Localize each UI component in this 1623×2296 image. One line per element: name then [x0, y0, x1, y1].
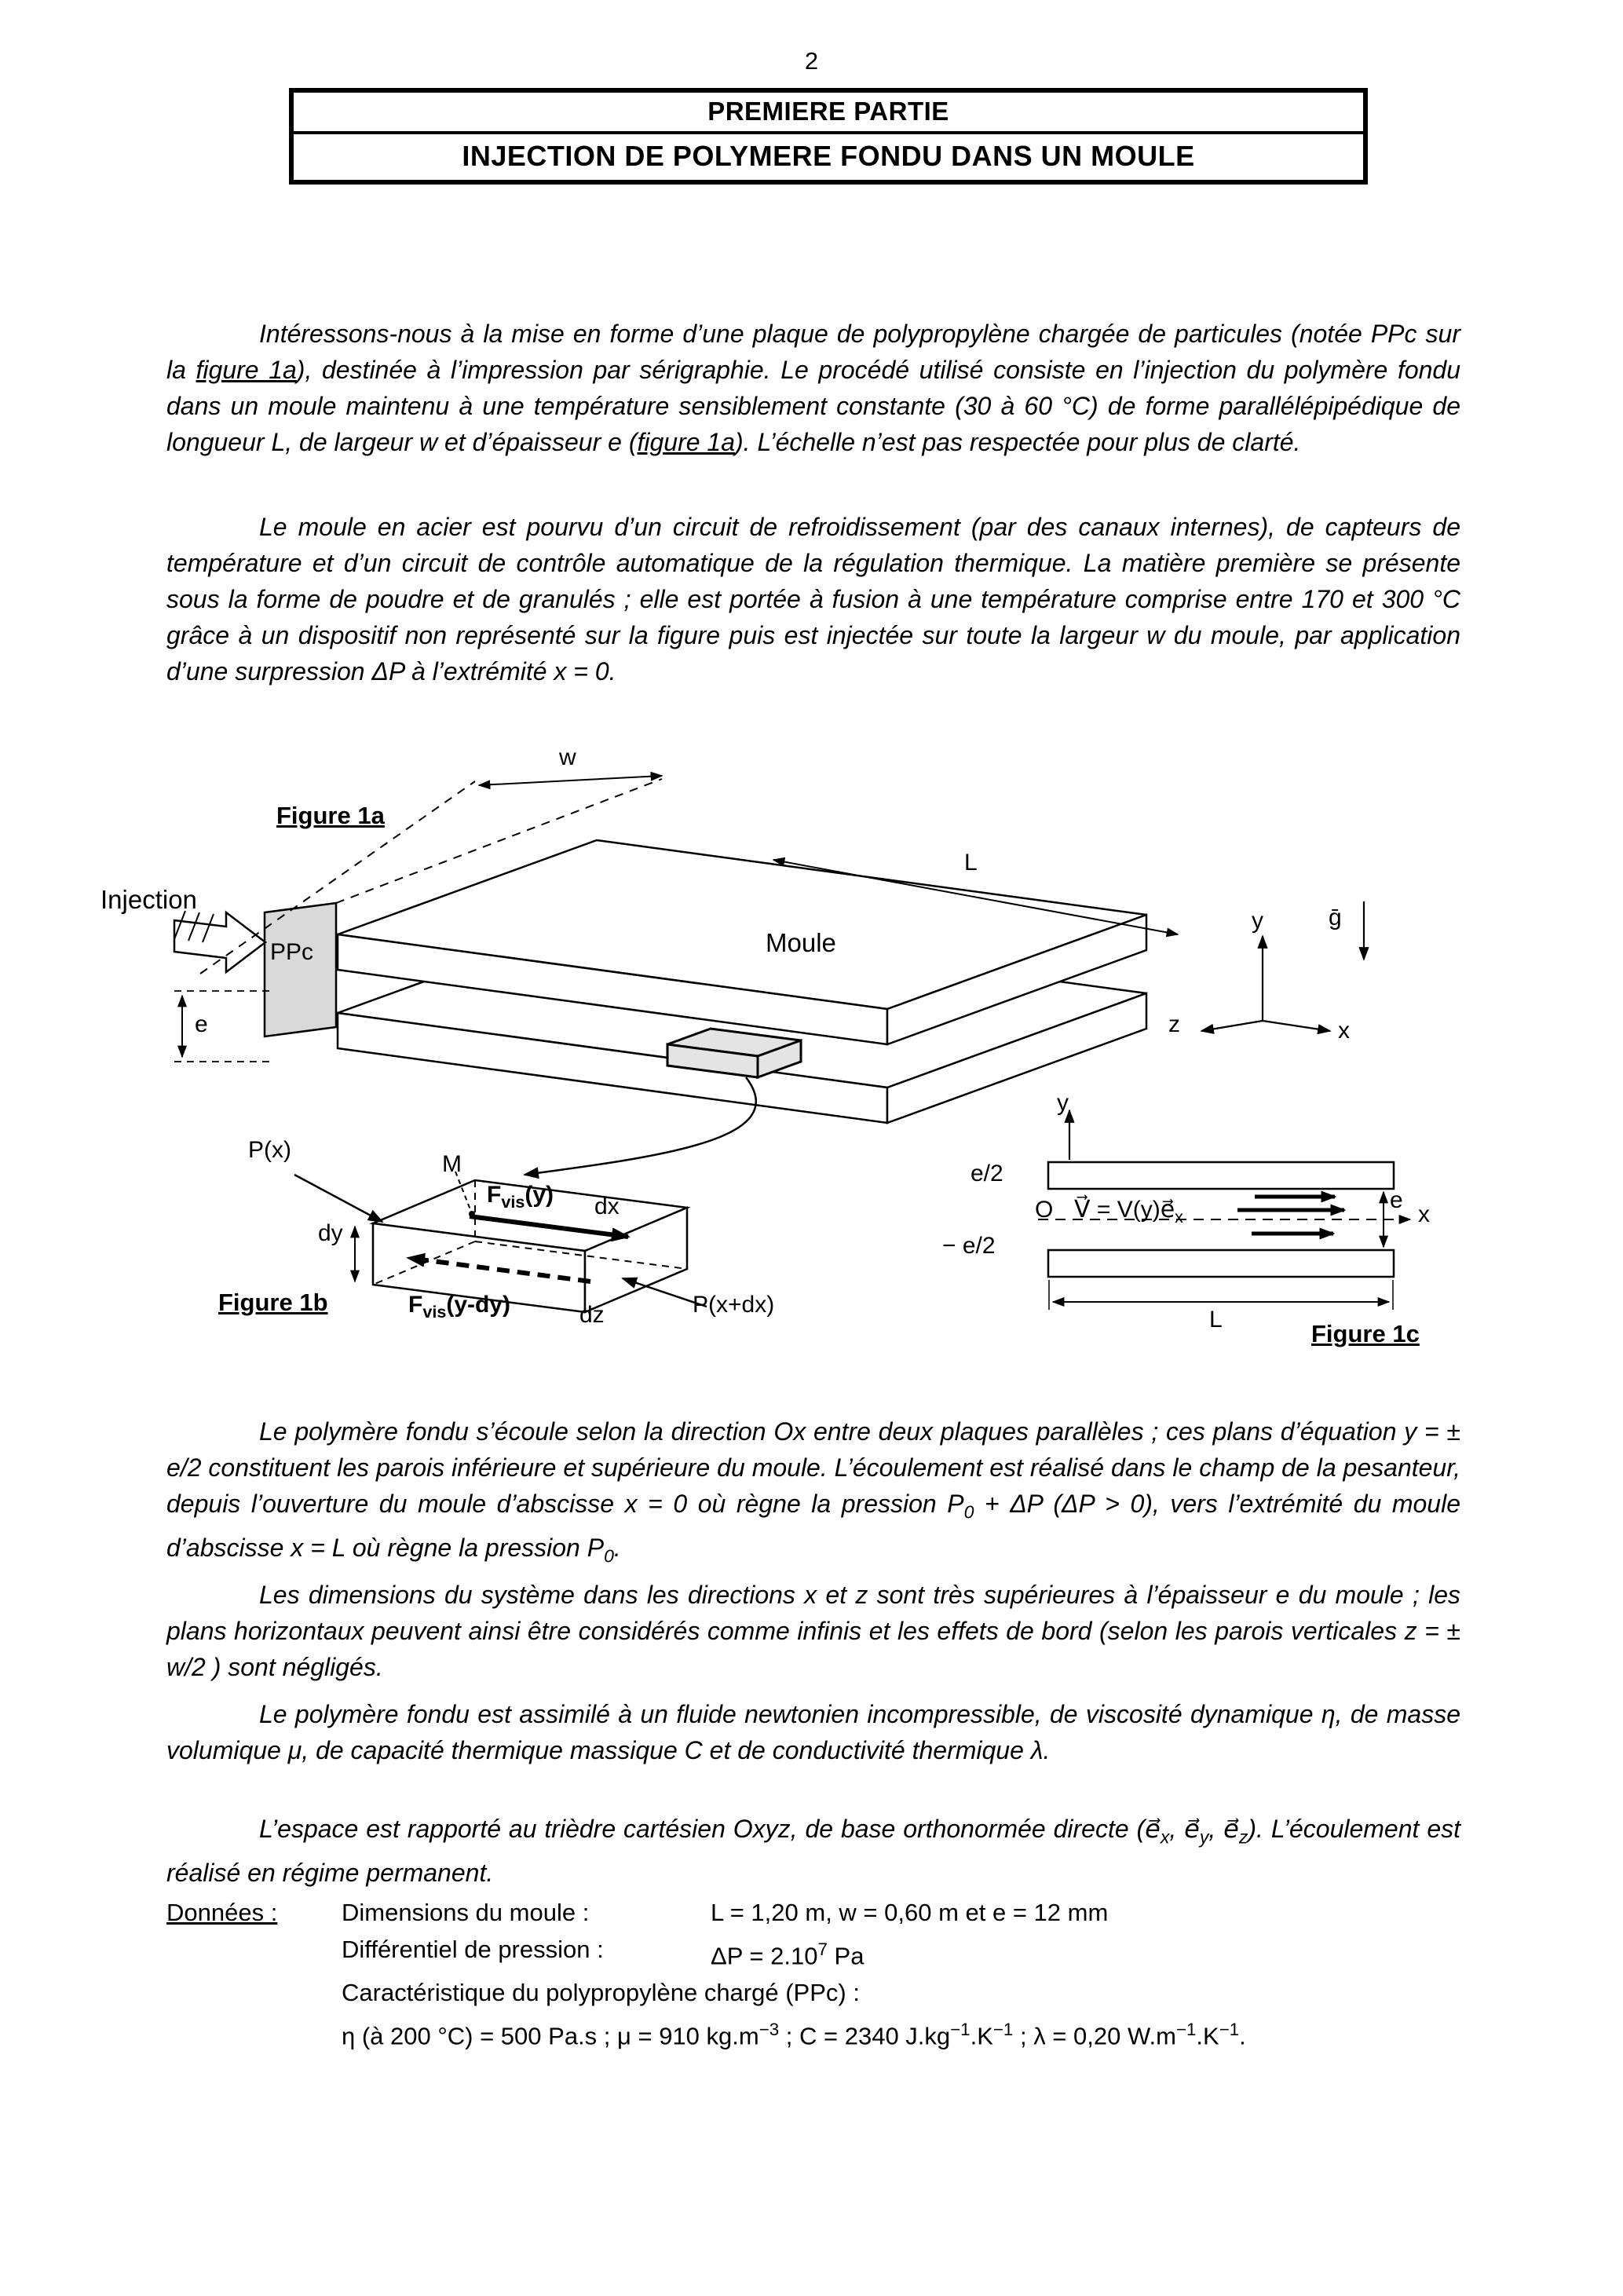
z-axis-label: z — [1168, 1011, 1180, 1037]
pressure-differential-key: Différentiel de pression : — [342, 1936, 604, 1963]
paragraph-frame: L’espace est rapporté au trièdre cartésien Oxyz, de base orthonormée directe ($e⃗_x$, $e⃗_y$, $e⃗_z$). L’écoulement est réalisé en régime permanent. — [166, 1815, 1461, 1888]
velocity-field-label: V⃗ = $V(y)e⃗_x$ — [1074, 1197, 1183, 1227]
w-dimension-label: w — [559, 744, 576, 770]
dy-label: dy — [318, 1220, 343, 1246]
origin-label: O — [1035, 1197, 1054, 1223]
x-axis-arrow — [1263, 1021, 1330, 1031]
paragraph-fluid: Le polymère fondu est assimilé à un fluide newtonien incompressible, de viscosité dynamique η, de masse volumique μ, de capacité thermique massique C et de conductivité thermique λ. — [166, 1700, 1460, 1764]
data-section-label: Données : — [166, 1899, 278, 1926]
injection-arrow — [174, 911, 265, 972]
figure-1a-caption: Figure 1a — [276, 802, 385, 829]
data-section — [166, 1894, 1466, 2055]
w-dimension-arrow — [479, 776, 662, 785]
x-axis-label: x — [1418, 1201, 1430, 1227]
mould-dimensions-key: Dimensions du moule : — [342, 1899, 590, 1926]
fvis-y-label: $F_{vis}(y)$ — [487, 1182, 554, 1212]
paragraph-flow: Le polymère fondu s’écoule selon la direction Ox entre deux plaques parallèles ; ces plans d’équation y = ± e/2 constituent les parois inférieure et supérieure du moule. L’écoulement est réalisé dans le champ de la pesanteur, depuis l’ouverture du moule d’abscisse x = 0 où règne la pression $P_0 + \Delta P$ (ΔP > 0), vers l’extrémité du moule d’abscisse x = L où règne la pression $P_0$. — [166, 1417, 1461, 1567]
upper-wall — [1048, 1162, 1394, 1189]
e-dimension-label: e — [1390, 1187, 1403, 1213]
mould-dimensions-value: L = 1,20 m, w = 0,60 m et e = 12 mm — [711, 1899, 1109, 1926]
z-axis-arrow — [1201, 1021, 1263, 1031]
pressure-pxdx-label: P(x+dx) — [693, 1292, 775, 1318]
injection-label: Injection — [101, 885, 197, 914]
mould-label: Moule — [766, 928, 836, 957]
dx-label: dx — [594, 1194, 620, 1219]
y-axis-label: y — [1057, 1090, 1069, 1116]
ppc-characteristics-values: η (à 200 °C) = 500 Pa.s ; μ = 910 $kg.m^{-3}$ ; C = 2340 $J.kg^{-1}.K^{-1}$ ; λ = 0,20 $W.m^{-1}.K^{-1}$. — [342, 2020, 1246, 2050]
paragraph-dimensions: Les dimensions du système dans les directions x et z sont très supérieures à l’épaisseur e du moule ; les plans horizontaux peuvent ainsi être considérés comme infinis et les effets de bord (selon les parois verticales z = ± w/2 ) sont négligés. — [166, 1581, 1460, 1681]
ppc-characteristics-heading: Caractéristique du polypropylène chargé (PPc) : — [342, 1979, 860, 2007]
data-grid — [342, 1894, 1466, 2055]
ppc-label: PPc — [270, 939, 314, 965]
section-title: INJECTION DE POLYMERE FONDU DANS UN MOULE — [462, 140, 1195, 172]
paragraph-mould: Le moule en acier est pourvu d’un circuit de refroidissement (par des canaux internes), de capteurs de température et d’un circuit de contrôle automatique de la régulation thermique. La matière première se présente sous la forme de poudre et de granulés ; elle est portée à fusion à une température comprise entre 170 et 300 °C grâce à un dispositif non représenté sur la figure puis est injectée sur toute la largeur w du moule, par application d’une surpression ΔP à l’extrémité x = 0. — [166, 513, 1460, 686]
lower-wall — [1048, 1250, 1394, 1277]
pressure-px-arrow — [294, 1175, 382, 1222]
fvis-ydy-label: $F_{vis}(y-dy)$ — [408, 1292, 511, 1322]
velocity-profile-arrows — [1237, 1197, 1344, 1234]
injection-arrow-outline — [174, 912, 265, 972]
figure-1a-art — [174, 776, 1364, 1175]
e-half-label: e/2 — [971, 1161, 1003, 1186]
pressure-px-label: P(x) — [248, 1137, 291, 1163]
neg-e-half-label: − e/2 — [942, 1233, 996, 1259]
e-dimension-label: e — [195, 1011, 208, 1037]
point-m-label: M — [442, 1151, 462, 1177]
pressure-differential-value: $\Delta P = 2.10^7$ Pa — [711, 1940, 865, 1970]
dz-label: dz — [579, 1302, 605, 1328]
x-axis-label: x — [1338, 1018, 1350, 1044]
page-number: 2 — [804, 47, 819, 75]
l-dimension-label: L — [1209, 1307, 1223, 1333]
figure-1b-caption: Figure 1b — [218, 1289, 328, 1316]
l-dimension-label: L — [964, 850, 978, 876]
y-axis-label: y — [1252, 908, 1263, 934]
ppc-plaque — [265, 903, 336, 1036]
figure-1c-caption: Figure 1c — [1311, 1320, 1420, 1347]
part-title: PREMIERE PARTIE — [294, 93, 1363, 134]
paragraph-intro: Intéressons-nous à la mise en forme d’une plaque de polypropylène chargée de particules (notée PPc sur la figure 1a), destinée à l’impression par sérigraphie. Le procédé utilisé consiste en l’injection du polymère fondu dans un moule maintenu à une température sensiblement constante (30 à 60 °C) de forme parallélépipédique de longueur L, de largeur w et d’épaisseur e (figure 1a). L’échelle n’est pas respectée pour plus de clarté. — [166, 320, 1461, 456]
gravity-label: ḡ — [1329, 905, 1342, 930]
m-point — [469, 1211, 475, 1217]
